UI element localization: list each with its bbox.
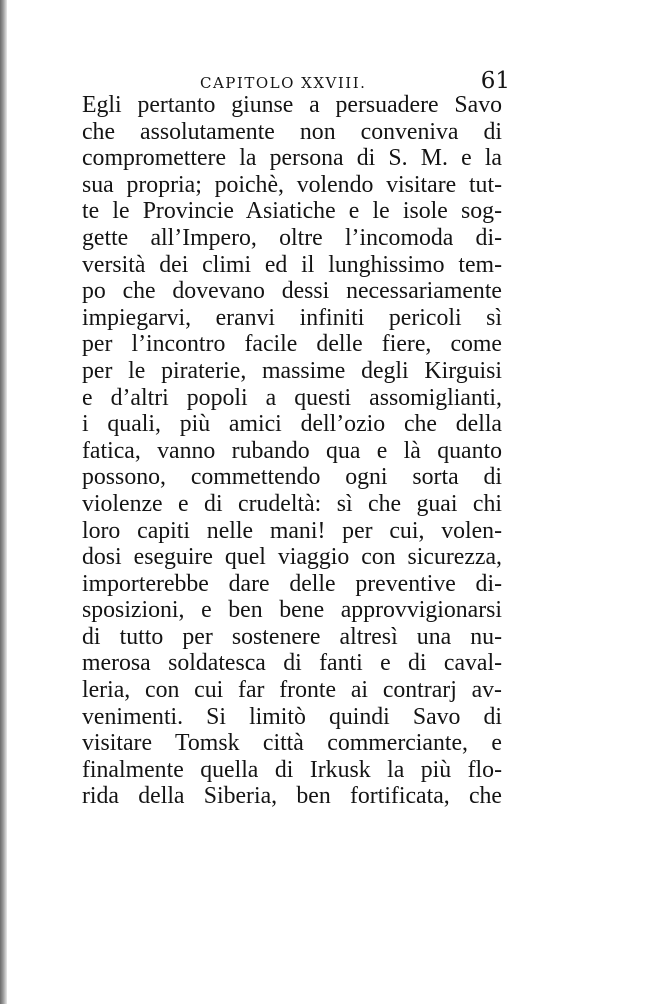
text-line: sua propria; poichè, volendo visitare tut- [82, 171, 502, 198]
running-head: CAPITOLO XXVIII. [200, 74, 367, 92]
body-text [82, 92, 502, 810]
text-line: per le piraterie, massime degli Kirguisi [82, 357, 502, 384]
text-line: visitare Tomsk città commerciante, e [82, 730, 502, 757]
text-line: che assolutamente non conveniva di [82, 118, 502, 145]
text-line: Egli pertanto giunse a persuadere Savo [82, 92, 502, 118]
text-line: violenze e di crudeltà: sì che guai chi [82, 490, 502, 517]
text-line: importerebbe dare delle preventive di- [82, 570, 502, 597]
page-number: 61 [480, 68, 510, 94]
text-line: te le Provincie Asiatiche e le isole sog- [82, 198, 502, 225]
text-line: venimenti. Si limitò quindi Savo di [82, 703, 502, 730]
text-line: sposizioni, e ben bene approvvigionarsi [82, 597, 502, 624]
text-line: gette all’Impero, oltre l’incomoda di- [82, 224, 502, 251]
text-line: i quali, più amici dell’ozio che della [82, 411, 502, 438]
text-line: dosi eseguire quel viaggio con sicurezza, [82, 544, 502, 571]
text-line: di tutto per sostenere altresì una nu- [82, 623, 502, 650]
text-line: finalmente quella di Irkusk la più flo- [82, 756, 502, 783]
text-line: impiegarvi, eranvi infiniti pericoli sì [82, 304, 502, 331]
text-line: possono, commettendo ogni sorta di [82, 464, 502, 491]
text-line: compromettere la persona di S. M. e la [82, 145, 502, 172]
text-line: rida della Siberia, ben fortificata, che [82, 783, 502, 810]
text-line: merosa soldatesca di fanti e di caval- [82, 650, 502, 677]
text-line: versità dei climi ed il lunghissimo tem- [82, 251, 502, 278]
text-line: loro capiti nelle mani! per cui, volen- [82, 517, 502, 544]
text-line: fatica, vanno rubando qua e là quanto [82, 437, 502, 464]
page-binding-edge [0, 0, 7, 1004]
text-line: po che dovevano dessi necessariamente [82, 278, 502, 305]
text-line: e d’altri popoli a questi assomiglianti, [82, 384, 502, 411]
text-line: leria, con cui far fronte ai contrarj av- [82, 677, 502, 704]
text-line: per l’incontro facile delle fiere, come [82, 331, 502, 358]
